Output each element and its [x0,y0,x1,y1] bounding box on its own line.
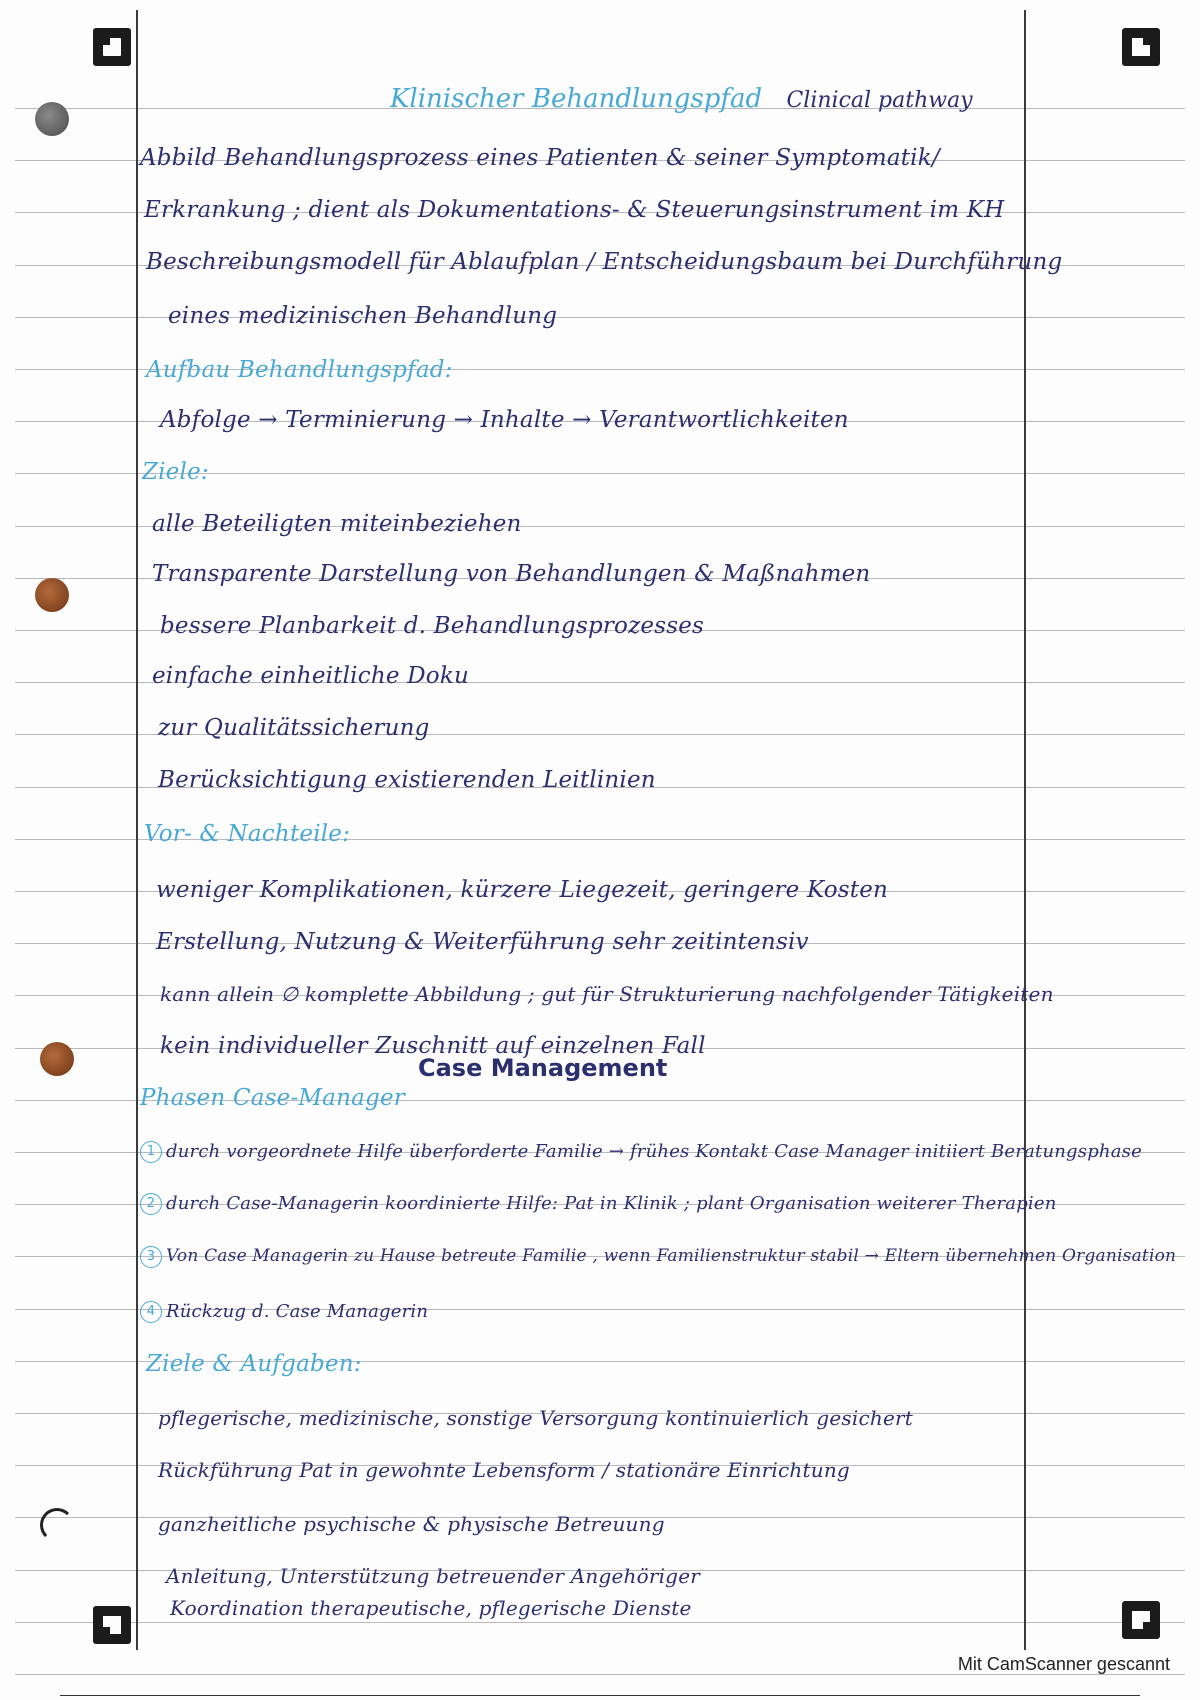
ziele-item: bessere Planbarkeit d. Behandlungsprozesses [160,613,705,639]
phasen-heading: Phasen Case-Manager [140,1085,405,1111]
scan-marker-bottom-right [1122,1601,1160,1639]
ziele-item: Berücksichtigung existierenden Leitlinien [158,767,656,793]
phase-item-1 [140,1132,1142,1172]
ziele-item: einfache einheitliche Doku [152,663,469,689]
punch-hole-2 [35,578,69,612]
aufgaben-item: Rückführung Pat in gewohnte Lebensform / stationäre Einrichtung [158,1458,850,1482]
title-english: Clinical pathway [786,88,973,113]
aufgaben-item: ganzheitliche psychische & physische Betreuung [158,1512,665,1536]
punch-hole-4 [40,1508,74,1542]
aufgaben-item: pflegerische, medizinische, sonstige Versorgung kontinuierlich gesichert [158,1406,913,1430]
scan-marker-top-left [93,28,131,66]
scan-marker-bottom-left [93,1606,131,1644]
phase-number: 3 [140,1246,162,1268]
vor-nachteile-item: weniger Komplikationen, kürzere Liegezeit, geringere Kosten [156,877,889,903]
aufbau-heading: Aufbau Behandlungspfad: [146,357,453,383]
bottom-border-line [60,1695,1140,1696]
ziele-item: alle Beteiligten miteinbeziehen [152,511,522,537]
definition-line-3: Beschreibungsmodell für Ablaufplan / Entscheidungsbaum bei Durchführung [146,249,1063,275]
aufgaben-item: Koordination therapeutische, pflegerische Dienste [170,1596,692,1620]
phase-item-2 [140,1184,1057,1224]
aufbau-line: Abfolge → Terminierung → Inhalte → Verantwortlichkeiten [160,407,849,433]
phase-item-4 [140,1292,428,1332]
aufgaben-heading: Ziele & Aufgaben: [146,1351,362,1377]
phase-item-3 [140,1236,1176,1276]
vor-nachteile-heading: Vor- & Nachteile: [144,821,351,847]
aufgaben-item: Anleitung, Unterstützung betreuender Angehöriger [166,1564,700,1588]
punch-hole-3 [40,1042,74,1076]
ziele-heading: Ziele: [142,459,209,485]
ziele-item: Transparente Darstellung von Behandlungen & Maßnahmen [152,561,871,587]
punch-hole-1 [35,102,69,136]
case-management-title: Case Management [418,1054,668,1082]
definition-line-1: Abbild Behandlungsprozess eines Patienten & seiner Symptomatik/ [140,145,940,171]
definition-line-4: eines medizinischen Behandlung [168,303,558,329]
phase-number: 4 [140,1301,162,1323]
phase-text: durch vorgeordnete Hilfe überforderte Familie → frühes Kontakt Case Manager initiiert Beratungsphase [166,1141,1142,1162]
phase-number: 2 [140,1193,162,1215]
page-title [390,78,973,120]
phase-text: Von Case Managerin zu Hause betreute Familie , wenn Familienstruktur stabil → Eltern übernehmen Organisation [166,1246,1177,1266]
ziele-item: zur Qualitätssicherung [158,715,430,741]
title-main: Klinischer Behandlungspfad [390,84,763,114]
vor-nachteile-item: kann allein ∅ komplette Abbildung ; gut für Strukturierung nachfolgender Tätigkeiten [160,982,1054,1006]
vor-nachteile-item: Erstellung, Nutzung & Weiterführung sehr zeitintensiv [156,929,809,955]
phase-text: durch Case-Managerin koordinierte Hilfe: Pat in Klinik ; plant Organisation weiterer Therapien [166,1193,1057,1214]
phase-text: Rückzug d. Case Managerin [166,1301,429,1322]
definition-line-2: Erkrankung ; dient als Dokumentations- & Steuerungsinstrument im KH [144,197,1005,223]
left-margin-line [136,10,138,1650]
camscanner-watermark: Mit CamScanner gescannt [957,1654,1170,1674]
scan-marker-top-right [1122,28,1160,66]
vor-nachteile-item: kein individueller Zuschnitt auf einzelnen Fall [160,1033,706,1059]
phase-number: 1 [140,1141,162,1163]
